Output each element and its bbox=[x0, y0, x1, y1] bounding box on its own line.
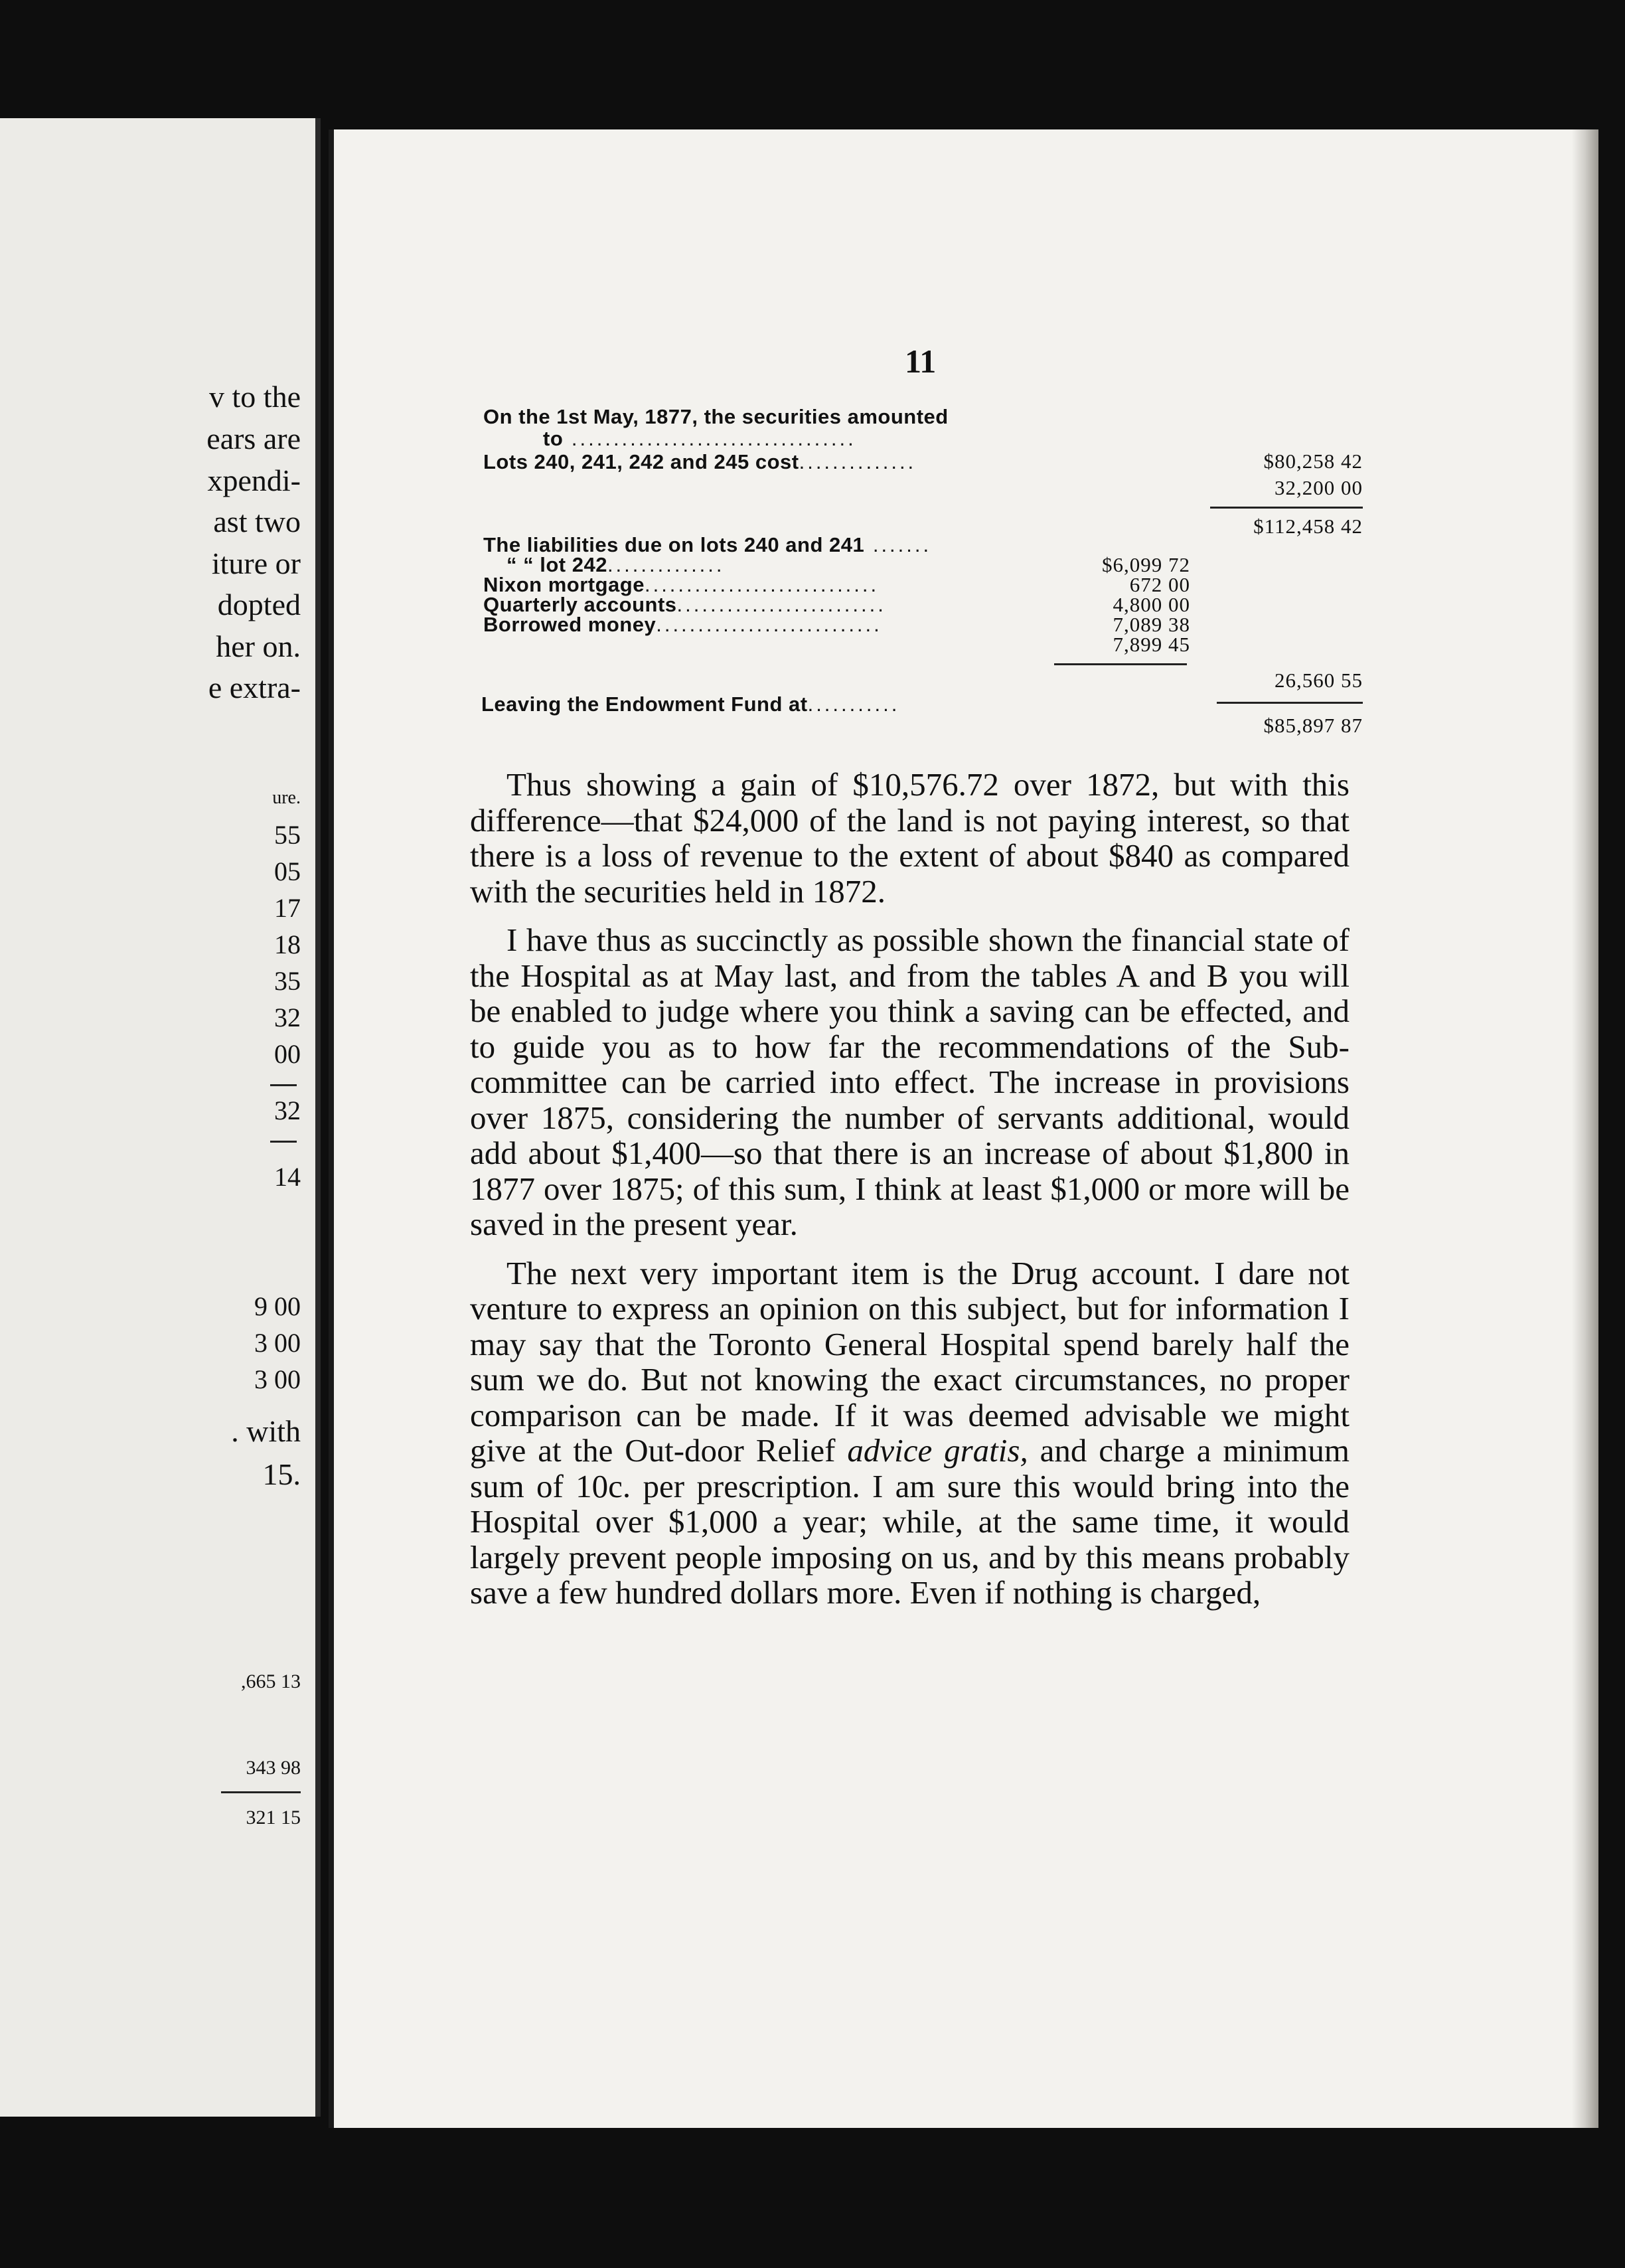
total-rule bbox=[1217, 702, 1363, 704]
liability-amount: 7,089 38 bbox=[1113, 613, 1190, 636]
left-fragment-number: 3 00 bbox=[254, 1364, 301, 1394]
leaving-label: Leaving the Endowment Fund at........... bbox=[481, 692, 900, 716]
left-fragment-number: 14 bbox=[274, 1162, 301, 1192]
lots-amount: 32,200 00 bbox=[1275, 476, 1363, 499]
left-fragment-number: 18 bbox=[274, 930, 301, 959]
subtotal-rule bbox=[1210, 507, 1363, 509]
left-fragment-number: 32 bbox=[274, 1095, 301, 1125]
left-fragment-number: 3 00 bbox=[254, 1328, 301, 1358]
securities-label-continued: to .................................. bbox=[543, 427, 856, 450]
liabilities-total: 26,560 55 bbox=[1275, 669, 1363, 692]
liability-amount: $6,099 72 bbox=[1102, 553, 1190, 576]
left-fragment-rule bbox=[270, 1141, 297, 1143]
paragraph-financial-state: I have thus as succinctly as possible shown the financial state of the Hospital as at May last, and from the tables A and B you will be enabled to judge where you think a saving can be effected, and to guide you as to how far the recommendations of the Sub-committee can be carried into effect. The increase in provisions over 1875, considering the number of servants additional, would add about $1,400—so that there is an increase of about $1,800 in 1877 over 1875; of this sum, I think at least $1,000 or more will be saved in the present year. bbox=[470, 922, 1350, 1242]
right-page bbox=[329, 129, 1598, 2128]
left-fragment-rule bbox=[270, 1084, 297, 1086]
left-fragment-line: xpendi- bbox=[207, 463, 301, 497]
left-fragment-line: ears are bbox=[206, 422, 301, 455]
liabilities-rule bbox=[1054, 663, 1187, 665]
italic-phrase: advice gratis, bbox=[847, 1432, 1028, 1469]
left-fragment-line: . with bbox=[231, 1414, 301, 1448]
liability-amount: 7,899 45 bbox=[1113, 633, 1190, 656]
lots-label: Lots 240, 241, 242 and 245 cost.............. bbox=[483, 450, 917, 473]
liability-label: The liabilities due on lots 240 and 241 ....... bbox=[483, 533, 932, 556]
left-fragment-line: ast two bbox=[213, 505, 301, 538]
left-fragment-line: e extra- bbox=[208, 671, 301, 704]
left-fragment-line: 15. bbox=[262, 1457, 301, 1491]
left-fragment-number: 35 bbox=[274, 966, 301, 996]
left-fragment-line: her on. bbox=[216, 629, 301, 663]
liability-label: Borrowed money........................... bbox=[483, 613, 882, 636]
page-number: 11 bbox=[905, 343, 937, 380]
left-fragment-line: dopted bbox=[217, 588, 301, 621]
left-fragment-number: 32 bbox=[274, 1003, 301, 1032]
liability-label: “ “ lot 242.............. bbox=[506, 553, 725, 576]
left-page-fragment bbox=[0, 118, 321, 2117]
liability-label: Nixon mortgage............................ bbox=[483, 573, 880, 596]
left-fragment-number: 343 98 bbox=[246, 1757, 301, 1779]
securities-amount: $80,258 42 bbox=[1263, 449, 1363, 473]
securities-label: On the 1st May, 1877, the securities amounted bbox=[483, 405, 949, 428]
endowment-amount: $85,897 87 bbox=[1263, 714, 1363, 737]
left-fragment-line: v to the bbox=[209, 380, 301, 414]
body-text bbox=[470, 767, 1350, 1624]
left-fragment-number: 55 bbox=[274, 820, 301, 850]
liability-amount: 4,800 00 bbox=[1113, 593, 1190, 616]
left-fragment-number: 321 15 bbox=[246, 1807, 301, 1828]
paragraph-drug-account: The next very important item is the Drug account. I dare not venture to express an opinion on this subject, but for information I may say that the Toronto General Hospital spend barely half the sum we do. But not knowing the exact circumstances, no proper comparison can be made. If it was deemed advisable we might give at the Out-door Relief advice gratis, and charge a minimum sum of 10c. per prescription. I am sure this would bring into the Hospital over $1,000 a year; while, at the same time, it would largely prevent people imposing on us, and by this means probably save a few hundred dollars more. Even if nothing is charged, bbox=[470, 1254, 1350, 1611]
left-fragment-line: iture or bbox=[211, 546, 301, 580]
left-fragment-rule bbox=[221, 1791, 301, 1793]
left-fragment-number: ,665 13 bbox=[241, 1670, 301, 1692]
paragraph-gain: Thus showing a gain of $10,576.72 over 1872, but with this difference—that $24,000 of the land is not paying interest, so that there is a loss of revenue to the extent of about $840 as compared with the securities held in 1872. bbox=[470, 766, 1350, 910]
liability-amount: 672 00 bbox=[1129, 573, 1190, 596]
assets-total: $112,458 42 bbox=[1253, 515, 1363, 538]
left-fragment-number: 00 bbox=[274, 1039, 301, 1069]
left-fragment-number: 9 00 bbox=[254, 1291, 301, 1321]
liability-label: Quarterly accounts......................... bbox=[483, 593, 886, 616]
left-fragment-number: 17 bbox=[274, 893, 301, 923]
left-fragment-number: 05 bbox=[274, 856, 301, 886]
left-fragment-line: ure. bbox=[272, 787, 301, 808]
